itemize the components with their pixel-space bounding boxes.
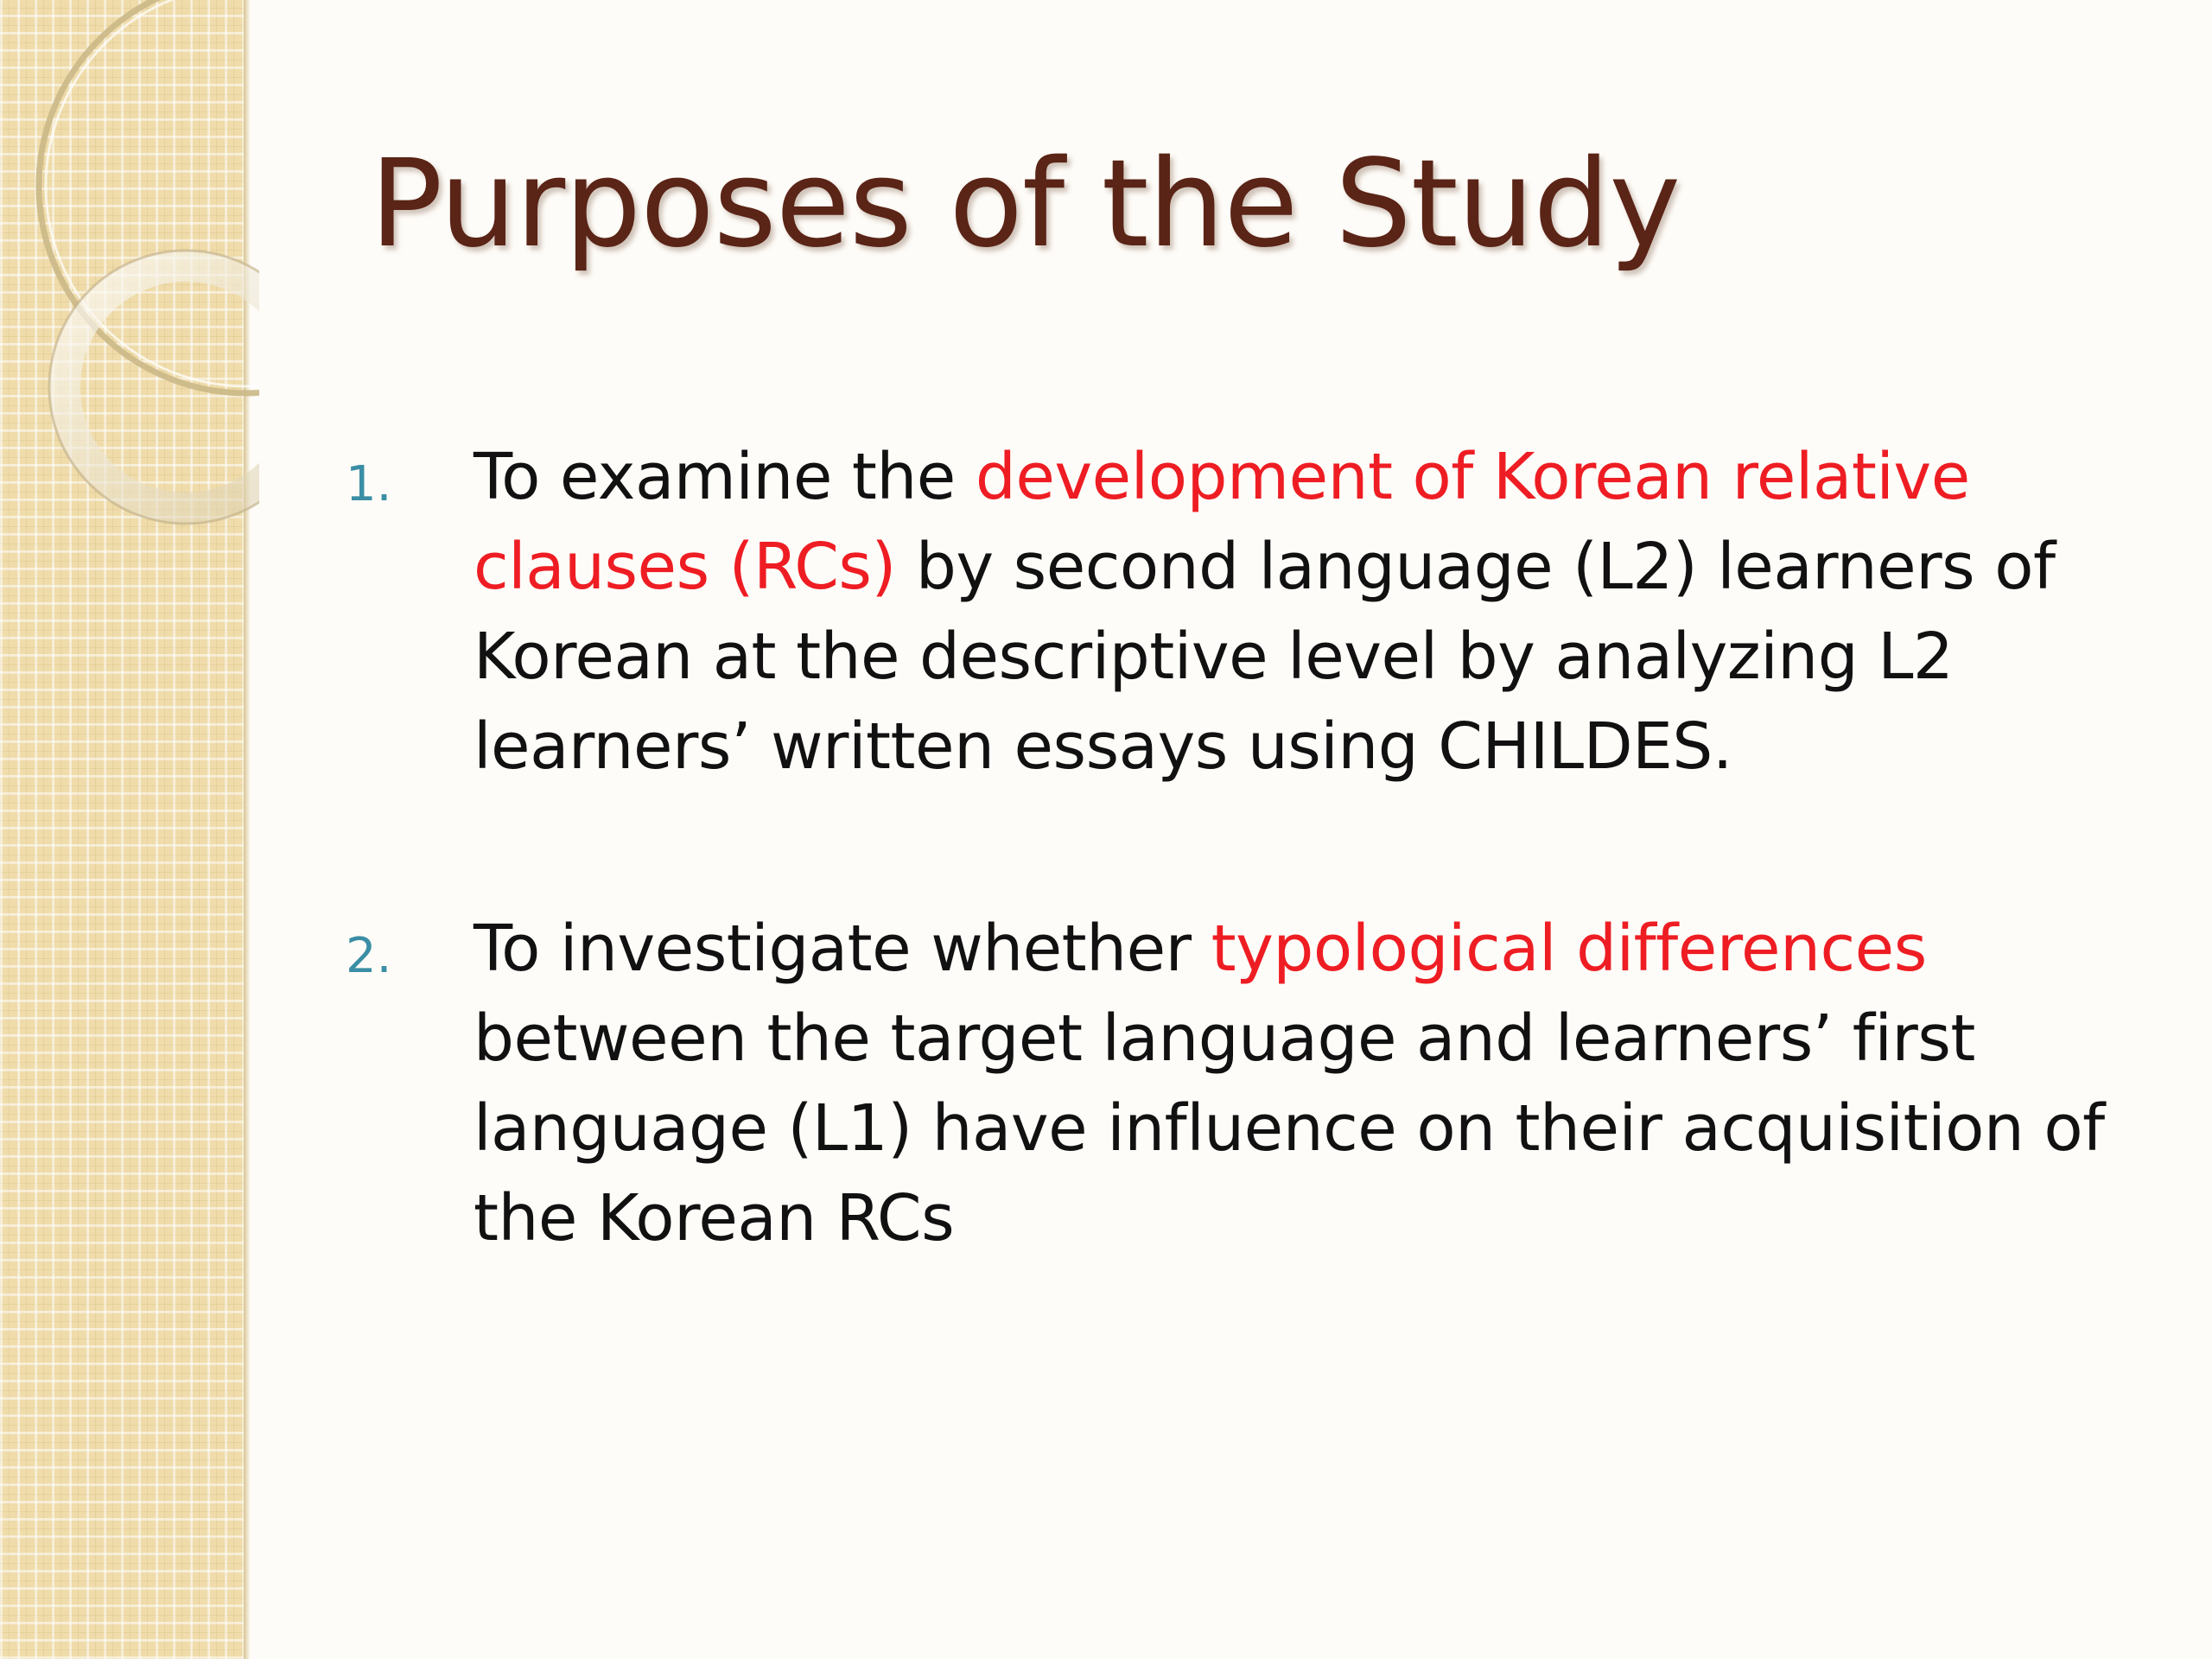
purpose-text-lead: To investigate whether (474, 912, 1211, 986)
list-number: 2. (346, 928, 392, 984)
purpose-text-rest: between the target language and learners’ first language (L1) have influence on their acquisition of the Korean RCs (474, 1001, 2105, 1255)
list-number: 1. (346, 456, 392, 512)
slide-title: Purposes of the Study (370, 134, 1681, 275)
purposes-list (346, 432, 2143, 1376)
highlighted-phrase: typological differences (1211, 912, 1927, 986)
list-item (346, 432, 2143, 791)
highlighted-phrase: development of Korean relative clauses (RCs) (474, 440, 1970, 604)
list-item (346, 904, 2143, 1263)
decorative-rings-icon (0, 0, 259, 553)
purpose-text-rest: by second language (L2) learners of Korean at the descriptive level by analyzing L2 learners’ written essays using CHILDES. (474, 530, 2056, 784)
purpose-text-lead: To examine the (474, 440, 976, 514)
purpose-text (474, 432, 2143, 791)
purpose-text (474, 904, 2143, 1263)
